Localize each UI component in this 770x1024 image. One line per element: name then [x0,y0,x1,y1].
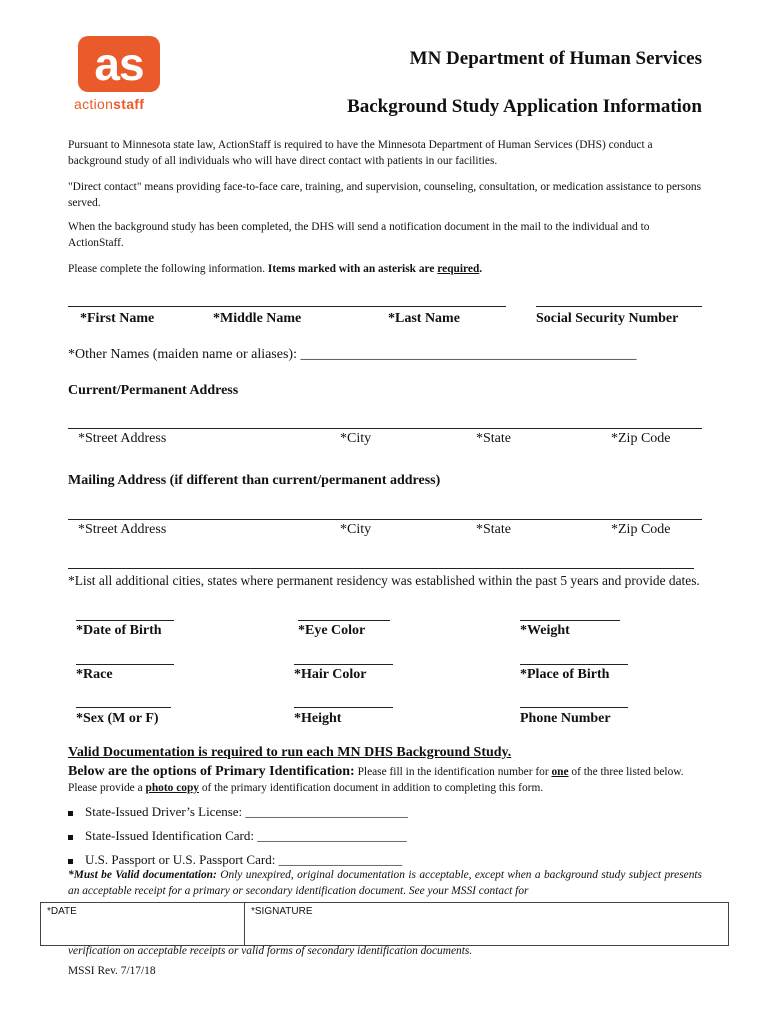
first-name-label: *First Name [80,311,155,326]
sex-line[interactable] [76,707,171,708]
ssn-label: Social Security Number [536,311,679,326]
ssn-line[interactable] [536,306,702,307]
state-id-item[interactable]: State-Issued Identification Card: _______________________ [68,828,407,844]
current-address-heading: Current/Permanent Address [68,383,239,398]
bullet-icon [68,859,73,864]
phone-label: Phone Number [520,711,611,726]
height-line[interactable] [294,707,393,708]
date-field[interactable]: *DATE [41,903,245,945]
signature-box [40,902,729,946]
eye-color-label: *Eye Color [298,623,366,638]
intro-paragraph-1: Pursuant to Minnesota state law, ActionStaff is required to have the Minnesota Department of Human Services (DHS) conduct a background study of all individuals who will have direct contact with patients in our facilities. [68,139,653,167]
current-state-label: *State [476,431,511,446]
actionstaff-logo-word: actionstaff [74,96,145,112]
mailing-zip-label: *Zip Code [611,522,671,537]
additional-cities-note: *List all additional cities, states where permanent residency was established within the past 5 years and provide dates. [68,573,700,588]
bullet-icon [68,811,73,816]
documentation-heading: Valid Documentation is required to run each MN DHS Background Study. [68,745,512,760]
mailing-state-label: *State [476,522,511,537]
sex-label: *Sex (M or F) [76,711,159,726]
mailing-street-label: *Street Address [78,522,167,537]
mailing-address-line[interactable] [68,519,702,520]
hair-color-label: *Hair Color [294,667,367,682]
current-zip-label: *Zip Code [611,431,671,446]
mailing-address-heading: Mailing Address (if different than current/permanent address) [68,473,441,488]
revision-footer: MSSI Rev. 7/17/18 [68,965,156,977]
weight-label: *Weight [520,623,570,638]
phone-line[interactable] [520,707,628,708]
actionstaff-logo-mark: as [78,36,160,92]
last-name-label: *Last Name [388,311,460,326]
additional-cities-line[interactable] [68,568,694,569]
place-of-birth-line[interactable] [520,664,628,665]
race-label: *Race [76,667,113,682]
page-title: Background Study Application Information [347,96,702,117]
dob-label: *Date of Birth [76,623,162,638]
height-label: *Height [294,711,342,726]
current-city-label: *City [340,431,372,446]
intro-paragraph-2: "Direct contact" means providing face-to-face care, training, and supervision, counseling, consultation, or medication assistance to persons served. [68,181,702,209]
intro-paragraph-3: When the background study has been completed, the DHS will send a notification document in the mail to the individual and to ActionStaff. [68,221,650,249]
valid-documentation-continued: verification on acceptable receipts or valid forms of secondary identification documents. [68,945,473,957]
eye-color-line[interactable] [298,620,390,621]
current-address-line[interactable] [68,428,702,429]
bullet-icon [68,835,73,840]
signature-field[interactable]: *SIGNATURE [251,906,313,917]
valid-documentation-note: *Must be Valid documentation: Only unexpired, original documentation is acceptable, except when a background study subject presents an acceptable receipt for a primary or secondary identification document. See your MSSI contact for [68,869,702,897]
drivers-license-item[interactable]: State-Issued Driver’s License: _________________________ [68,804,408,820]
current-street-label: *Street Address [78,431,167,446]
place-of-birth-label: *Place of Birth [520,667,610,682]
dob-line[interactable] [76,620,174,621]
mailing-city-label: *City [340,522,372,537]
org-title: MN Department of Human Services [409,48,702,69]
weight-line[interactable] [520,620,620,621]
other-names-field[interactable]: *Other Names (maiden name or aliases): ________________________________________________ [68,347,637,362]
race-line[interactable] [76,664,174,665]
hair-color-line[interactable] [294,664,393,665]
name-line[interactable] [68,306,506,307]
middle-name-label: *Middle Name [213,311,302,326]
identification-options-text: Below are the options of Primary Identification: Please fill in the identification number for one of the three listed below. Please provide a photo copy of the primary identification document in addition to completing this form. [68,764,684,794]
passport-item[interactable]: U.S. Passport or U.S. Passport Card: ___________________ [68,852,402,868]
intro-paragraph-4: Please complete the following information. Items marked with an asterisk are required. [68,263,483,275]
